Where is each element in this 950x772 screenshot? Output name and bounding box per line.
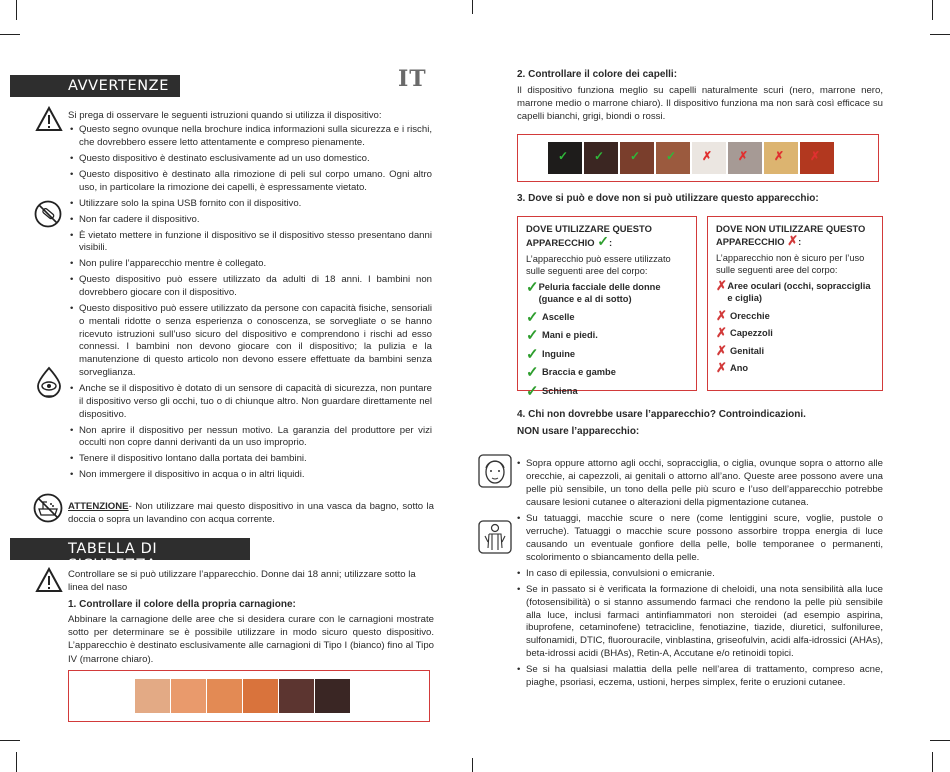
use-areas-box (517, 216, 697, 400)
area-label: Ano (730, 363, 749, 373)
use-box-subtitle: L’apparecchio può essere utilizzato sulle seguenti aree del corpo: (526, 254, 671, 276)
skin-color-chart (68, 670, 430, 722)
area-label: Schiena (542, 385, 578, 396)
list-item: • Se si ha qualsiasi malattia della pelle nell’area di trattamento, compreso acne, piaghe, psoriasi, eczema, ustioni, herpes simplex, ferite o eruzioni cutanee. (517, 664, 883, 690)
crop-mark (472, 758, 473, 772)
skin-heading: 1. Controllare il colore della propria carnagione: (68, 599, 296, 610)
list-item: • Sopra oppure attorno agli occhi, sopracciglia, o ciglia, ovunque sopra o attorno alle orecchie, ai capezzoli, ai genitali o attorno all’ano. Queste aree possono avere una pelle più sensibile, un tono della pelle più scuro e l’uso dell’apparecchio potrebbe causare lesioni cutanee o alterazioni della pigmentazione cutanea. (517, 458, 883, 510)
list-item (716, 280, 874, 304)
crop-mark (932, 0, 933, 20)
cross-icon: ✗ (810, 149, 821, 163)
cross-icon: ✗ (716, 278, 727, 293)
warnings-list (70, 124, 432, 485)
crop-mark (930, 740, 950, 741)
crop-mark (0, 34, 20, 35)
no-use-box-title: DOVE NON UTILIZZARE QUESTO APPARECCHIO ✗: (716, 223, 866, 248)
no-use-box-subtitle: L’apparecchio non è sicuro per l’uso sulle seguenti aree del corpo: (716, 253, 865, 275)
area-label: Braccia e gambe (542, 367, 616, 377)
list-item (526, 382, 688, 400)
area-label: Orecchie (730, 310, 770, 321)
check-icon: ✓ (526, 279, 539, 296)
area-label: Mani e piedi. (542, 330, 598, 340)
list-item: • Non aprire il dispositivo per nessun motivo. La garanzia del produttore per vizi occulti non copre danni derivanti da un uso improprio. (70, 425, 432, 451)
crop-mark (0, 740, 20, 741)
warnings-intro: Si prega di osservare le seguenti istruzioni quando si utilizza il dispositivo: (68, 110, 382, 121)
list-item: • In caso di epilessia, convulsioni o emicranie. (517, 568, 883, 581)
cross-icon: ✗ (716, 325, 727, 340)
hair-text: Il dispositivo funziona meglio su capelli naturalmente scuri (nero, marrone nero, marrone medio o marrone chiaro). Il dispositivo funziona ma non sarà così efficace su capelli bianchi, grigi, biondi o rossi. (517, 85, 883, 123)
skin-swatch (315, 679, 350, 713)
who-subheading: NON usare l’apparecchio: (517, 426, 640, 437)
skin-swatch (243, 679, 278, 713)
eye-warning-icon (34, 366, 64, 398)
list-item: • Se in passato si è verificata la formazione di cheloidi, una nota sensibilità alla luce (fotosensibilità) o si stanno assumendo farmaci che rendono la pelle più sensibile alla luce, inclusi farmaci antinfiammatori non steroidei (ad esempio aspirina, ibuprofene, cetaminofene) tetracicline, fenotiazine, tiazide, diuretici, sulfoniluree, sulfonamidi, DTIC, fluorouracile, vinblastina, griseofulvin, acidi alfa-idrossici (AHAs), beta-idrossi acidi (BHAs), Retin-A, Accutane e/o retinoidi topici. (517, 584, 883, 661)
list-item: • Questo dispositivo può essere utilizzato da adulti di 18 anni. I bambini non dovrebbero giocare con il dispositivo. (70, 274, 432, 300)
list-item: • Non far cadere il dispositivo. (70, 214, 432, 227)
area-label: Aree oculari (occhi, sopracciglia e ciglia) (727, 281, 871, 303)
crop-mark (932, 752, 933, 772)
check-icon: ✓ (597, 233, 609, 249)
list-item (716, 342, 874, 358)
check-icon: ✓ (594, 149, 605, 163)
warning-icon (35, 106, 63, 132)
check-icon: ✓ (526, 382, 539, 400)
list-item: • Questo dispositivo è destinato esclusivamente ad un uso domestico. (70, 153, 432, 166)
list-item: • Questo segno ovunque nella brochure indica informazioni sulla sicurezza e i rischi, che dovrebbero essere letto attentamente e compreso pienamente. (70, 124, 432, 150)
contraindications-list (517, 458, 883, 693)
attention-text: - Non utilizzare mai questo dispositivo in una vasca da bagno, sotto la doccia o sopra un lavandino con acqua corrente. (68, 501, 434, 526)
cross-icon: ✗ (787, 233, 799, 248)
skin-text: Abbinare la carnagione delle aree che si desidera curare con le carnagioni mostrate sotto per determinare se è possibile utilizzare in modo sicuro questo dispositivo. L’apparecchio è destinato esclusivamente alle carnagioni di Tipo I (bianco) fino al Tipo IV (marrone chiaro). (68, 614, 434, 665)
list-item (526, 308, 688, 326)
list-item (526, 345, 688, 363)
cross-icon: ✗ (716, 360, 727, 375)
hair-heading: 2. Controllare il colore dei capelli: (517, 69, 678, 80)
list-item (526, 329, 688, 342)
area-label: Inguine (542, 348, 576, 359)
hair-swatch (764, 142, 798, 174)
list-item: • Non pulire l’apparecchio mentre è collegato. (70, 258, 432, 271)
cross-icon: ✗ (738, 149, 749, 163)
hair-color-chart (517, 134, 879, 182)
check-icon: ✓ (526, 327, 539, 344)
crop-mark (16, 752, 17, 772)
who-heading: 4. Chi non dovrebbe usare l’apparecchio? Controindicazioni. (517, 409, 806, 420)
face-icon (478, 454, 512, 488)
hair-swatch (692, 142, 726, 174)
list-item: • Questo dispositivo è destinato alla rimozione di peli sul corpo umano. Ogni altro uso, in particolare la rimozione dei capelli, è espressamente vietato. (70, 169, 432, 195)
check-icon: ✓ (526, 345, 539, 363)
attention-note (68, 500, 434, 526)
list-item: • Non immergere il dispositivo in acqua o in altri liquidi. (70, 469, 432, 482)
list-item: • Tenere il dispositivo lontano dalla portata dei bambini. (70, 453, 432, 466)
list-item (716, 362, 874, 374)
section-title-safety-table: TABELLA DI SICUREZZA (10, 538, 250, 560)
skin-swatch (207, 679, 242, 713)
hair-swatch (656, 142, 690, 174)
crop-mark (16, 0, 17, 20)
no-bath-icon (32, 492, 64, 524)
check-icon: ✓ (526, 364, 539, 381)
section-title-warnings: AVVERTENZE (10, 75, 180, 97)
crop-mark (472, 0, 473, 14)
hair-swatch (548, 142, 582, 174)
use-box-title: DOVE UTILIZZARE QUESTO APPARECCHIO ✓: (526, 223, 652, 249)
list-item: • Utilizzare solo la spina USB fornito con il dispositivo. (70, 198, 432, 211)
hair-swatch (800, 142, 834, 174)
no-drop-icon (33, 199, 63, 229)
check-icon: ✓ (558, 149, 569, 163)
cross-icon: ✗ (716, 342, 727, 358)
cross-icon: ✗ (774, 149, 785, 163)
list-item: • Questo dispositivo può essere utilizzato da persone con capacità fisiche, sensoriali o mentali ridotte o senza esperienza o conoscenza, se sorvegliate o se hanno ricevuto istruzioni sull’uso sicuro del dispositivo e comprendono i rischi ad esso connessi. I bambini non devono giocare con il dispositivo; la pulizia e la manutenzione di questo articolo non devono essere effettuate da bambini senza sorveglianza. (70, 303, 432, 380)
list-item (716, 327, 874, 339)
list-item (526, 281, 688, 305)
cross-icon: ✗ (702, 149, 713, 163)
list-item (716, 307, 874, 323)
list-item: • Su tatuaggi, macchie scure o nere (come lentiggini scure, voglie, pustole o verruche). Tatuaggi o macchie scure possono assorbire troppa energia di luce causando un eventuale gonfiore della pelle, bolle temporanee o permanenti, scolorimento o sbiancamento della pelle. (517, 513, 883, 565)
language-badge: IT (398, 66, 427, 92)
attention-label: ATTENZIONE (68, 501, 129, 512)
area-label: Peluria facciale delle donne (guance e al di sotto) (538, 282, 661, 304)
check-icon: ✓ (526, 308, 539, 326)
body-icon (478, 520, 512, 554)
warning-icon (35, 567, 63, 593)
check-icon: ✓ (630, 149, 641, 163)
area-label: Ascelle (542, 311, 575, 322)
skin-swatch (135, 679, 170, 713)
hair-swatch (728, 142, 762, 174)
list-item (526, 366, 688, 379)
no-use-areas-box (707, 216, 883, 391)
safety-intro: Controllare se si può utilizzare l’apparecchio. Donne dai 18 anni; utilizzare sotto la linea del naso (68, 569, 416, 594)
where-heading: 3. Dove si può e dove non si può utilizzare questo apparecchio: (517, 193, 819, 204)
check-icon: ✓ (666, 149, 677, 163)
area-label: Genitali (730, 345, 765, 356)
cross-icon: ✗ (716, 307, 727, 323)
list-item: • Anche se il dispositivo è dotato di un sensore di capacità di sicurezza, non puntare il dispositivo verso gli occhi, tuo o di chiunque altro. Non guardare direttamente nel dispositivo. (70, 383, 432, 421)
hair-swatch (620, 142, 654, 174)
hair-swatch (584, 142, 618, 174)
skin-swatch (279, 679, 314, 713)
area-label: Capezzoli (730, 328, 773, 338)
crop-mark (930, 34, 950, 35)
list-item: • È vietato mettere in funzione il dispositivo se il dispositivo stesso presentano danni visibili. (70, 230, 432, 256)
skin-swatch (171, 679, 206, 713)
